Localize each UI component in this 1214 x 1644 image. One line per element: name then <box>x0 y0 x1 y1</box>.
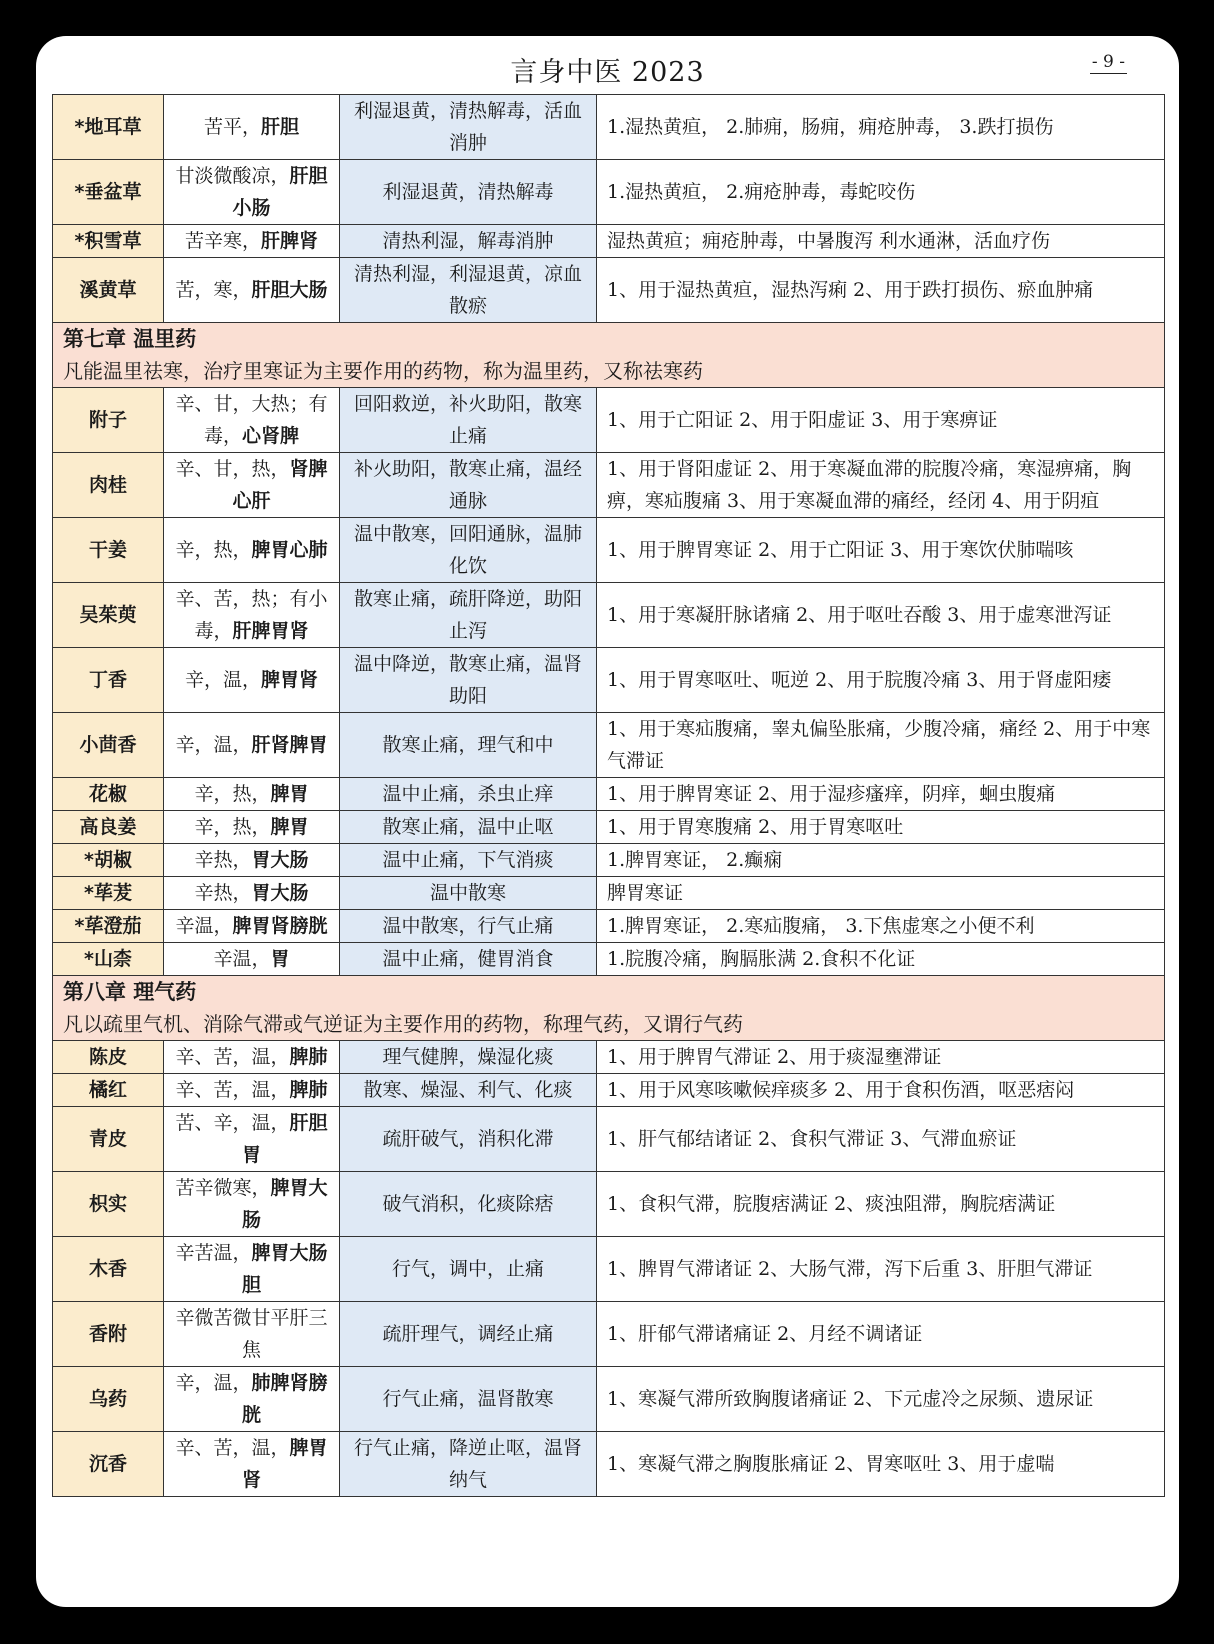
herb-effect: 温中散寒，回阳通脉，温肺化饮 <box>340 518 597 583</box>
herb-effect: 散寒止痛，温中止呕 <box>340 811 597 844</box>
herb-name: 花椒 <box>53 778 164 811</box>
table-row <box>53 1237 1165 1302</box>
property-text: 辛、苦，温， <box>175 1079 290 1101</box>
meridian-text: 脾胃大肠 <box>241 1177 328 1231</box>
meridian-text: 肺脾肾膀胱 <box>241 1372 328 1426</box>
herb-usage: 1、用于寒疝腹痛，睾丸偏坠胀痛，少腹冷痛，痛经 2、用于中寒气滞证 <box>597 713 1165 778</box>
herb-property <box>164 388 340 453</box>
herb-table <box>52 94 1165 1497</box>
property-text: 辛、苦，温， <box>175 1046 290 1068</box>
property-text: 辛，温， <box>175 1372 252 1394</box>
herb-effect: 理气健脾，燥湿化痰 <box>340 1041 597 1074</box>
herb-usage: 1、用于胃寒腹痛 2、用于胃寒呕吐 <box>597 811 1165 844</box>
herb-name: 橘红 <box>53 1074 164 1107</box>
herb-usage: 1、用于胃寒呕吐、呃逆 2、用于脘腹冷痛 3、用于肾虚阳痿 <box>597 648 1165 713</box>
property-text: 辛、甘，大热；有毒， <box>175 393 328 447</box>
herb-name: 小茴香 <box>53 713 164 778</box>
property-text: 辛，热， <box>194 816 271 838</box>
property-text: 辛，温， <box>184 669 261 691</box>
herb-effect: 散寒止痛，疏肝降逆，助阳止泻 <box>340 583 597 648</box>
property-text: 甘淡微酸凉， <box>175 165 290 187</box>
chapter-cell <box>53 323 1165 388</box>
herb-name: *积雪草 <box>53 225 164 258</box>
herb-name: *地耳草 <box>53 95 164 160</box>
chapter-cell <box>53 976 1165 1041</box>
herb-usage: 1.脾胃寒证， 2.寒疝腹痛， 3.下焦虚寒之小便不利 <box>597 910 1165 943</box>
chapter-row <box>53 323 1165 388</box>
table-row <box>53 160 1165 225</box>
herb-effect: 温中散寒，行气止痛 <box>340 910 597 943</box>
herb-effect: 清热利湿，解毒消肿 <box>340 225 597 258</box>
property-text: 辛温， <box>213 948 271 970</box>
table-row <box>53 943 1165 976</box>
property-text: 辛、甘，热， <box>175 458 290 480</box>
herb-name: 溪黄草 <box>53 258 164 323</box>
property-text: 辛、苦，热；有小毒， <box>175 588 328 642</box>
meridian-text: 肝脾肾 <box>261 230 319 252</box>
meridian-text: 脾胃心肺 <box>251 539 328 561</box>
table-row <box>53 910 1165 943</box>
table-row <box>53 1172 1165 1237</box>
herb-effect: 破气消积，化痰除痞 <box>340 1172 597 1237</box>
page-sheet <box>36 36 1179 1607</box>
herb-usage: 脾胃寒证 <box>597 877 1165 910</box>
meridian-text: 心肾脾 <box>242 425 300 447</box>
herb-name: *荜澄茄 <box>53 910 164 943</box>
herb-effect: 行气止痛，降逆止呕，温肾纳气 <box>340 1432 597 1497</box>
meridian-text: 脾肺 <box>289 1046 328 1068</box>
herb-effect: 疏肝理气，调经止痛 <box>340 1302 597 1367</box>
herb-name: 肉桂 <box>53 453 164 518</box>
herb-effect: 利湿退黄，清热解毒，活血消肿 <box>340 95 597 160</box>
chapter-title: 第七章 温里药 <box>63 327 197 351</box>
meridian-text: 脾胃 <box>270 816 309 838</box>
herb-effect: 温中止痛，杀虫止痒 <box>340 778 597 811</box>
herb-effect: 散寒、燥湿、利气、化痰 <box>340 1074 597 1107</box>
herb-usage: 1.脘腹冷痛，胸膈胀满 2.食积不化证 <box>597 943 1165 976</box>
herb-usage: 1、用于湿热黄疸，湿热泻痢 2、用于跌打损伤、瘀血肿痛 <box>597 258 1165 323</box>
herb-property <box>164 648 340 713</box>
meridian-text: 脾胃大肠胆 <box>241 1242 328 1296</box>
herb-property <box>164 943 340 976</box>
herb-effect: 温中降逆，散寒止痛，温肾助阳 <box>340 648 597 713</box>
herb-usage: 湿热黄疸；痈疮肿毒，中暑腹泻 利水通淋，活血疗伤 <box>597 225 1165 258</box>
property-text: 辛，热， <box>194 783 271 805</box>
chapter-description: 凡能温里祛寒，治疗里寒证为主要作用的药物，称为温里药，又称祛寒药 <box>63 359 703 383</box>
meridian-text: 胃大肠 <box>251 849 309 871</box>
meridian-text: 脾胃肾 <box>241 1437 328 1491</box>
meridian-text: 肝脾胃肾 <box>232 620 309 642</box>
herb-property <box>164 877 340 910</box>
meridian-text: 脾肺 <box>289 1079 328 1101</box>
table-row <box>53 225 1165 258</box>
table-row <box>53 1302 1165 1367</box>
herb-usage: 1、用于脾胃气滞证 2、用于痰湿壅滞证 <box>597 1041 1165 1074</box>
herb-usage: 1、用于肾阳虚证 2、用于寒凝血滞的脘腹冷痛，寒湿痹痛，胸痹，寒疝腹痛 3、用于寒凝血滞的痛经，经闭 4、用于阴疽 <box>597 453 1165 518</box>
herb-property <box>164 258 340 323</box>
herb-usage: 1、食积气滞，脘腹痞满证 2、痰浊阻滞，胸脘痞满证 <box>597 1172 1165 1237</box>
herb-effect: 回阳救逆，补火助阳，散寒止痛 <box>340 388 597 453</box>
herb-effect: 行气，调中，止痛 <box>340 1237 597 1302</box>
meridian-text: 胃大肠 <box>251 882 309 904</box>
herb-name: *垂盆草 <box>53 160 164 225</box>
property-text: 苦辛寒， <box>184 230 261 252</box>
herb-usage: 1、肝气郁结诸证 2、食积气滞证 3、气滞血瘀证 <box>597 1107 1165 1172</box>
herb-name: 陈皮 <box>53 1041 164 1074</box>
meridian-text: 脾胃 <box>270 783 309 805</box>
herb-property <box>164 225 340 258</box>
herb-name: 吴茱萸 <box>53 583 164 648</box>
meridian-text: 肝胆小肠 <box>232 165 328 219</box>
table-row <box>53 1367 1165 1432</box>
herb-usage: 1、寒凝气滞之胸腹胀痛证 2、胃寒呕吐 3、用于虚喘 <box>597 1432 1165 1497</box>
page-header <box>36 36 1179 92</box>
table-row <box>53 1074 1165 1107</box>
meridian-text: 胃 <box>270 948 290 970</box>
herb-table-wrapper <box>52 94 1164 1497</box>
property-text: 辛热， <box>194 882 252 904</box>
property-text: 辛温， <box>175 915 233 937</box>
herb-property <box>164 1041 340 1074</box>
herb-name: 木香 <box>53 1237 164 1302</box>
table-row <box>53 1432 1165 1497</box>
page-title: 言身中医 2023 <box>510 57 705 88</box>
table-row <box>53 811 1165 844</box>
page-number: - 9 - <box>1091 52 1125 72</box>
herb-effect: 补火助阳，散寒止痛，温经通脉 <box>340 453 597 518</box>
property-text: 辛微苦微甘平肝三焦 <box>175 1307 328 1361</box>
herb-name: 青皮 <box>53 1107 164 1172</box>
herb-name: 枳实 <box>53 1172 164 1237</box>
herb-usage: 1、肝郁气滞诸痛证 2、月经不调诸证 <box>597 1302 1165 1367</box>
herb-effect: 温中止痛，健胃消食 <box>340 943 597 976</box>
chapter-description: 凡以疏里气机、消除气滞或气逆证为主要作用的药物，称理气药，又谓行气药 <box>63 1012 743 1036</box>
herb-property <box>164 1302 340 1367</box>
herb-name: 沉香 <box>53 1432 164 1497</box>
herb-name: 高良姜 <box>53 811 164 844</box>
chapter-row <box>53 976 1165 1041</box>
herb-property <box>164 1074 340 1107</box>
property-text: 辛热， <box>194 849 252 871</box>
meridian-text: 脾胃肾膀胱 <box>232 915 328 937</box>
property-text: 辛苦温， <box>175 1242 252 1264</box>
herb-usage: 1.湿热黄疸， 2.痈疮肿毒，毒蛇咬伤 <box>597 160 1165 225</box>
property-text: 苦，寒， <box>175 279 252 301</box>
herb-usage: 1、用于脾胃寒证 2、用于湿疹瘙痒，阴痒，蛔虫腹痛 <box>597 778 1165 811</box>
herb-effect: 清热利湿，利湿退黄，凉血散瘀 <box>340 258 597 323</box>
herb-name: *胡椒 <box>53 844 164 877</box>
meridian-text: 肝胆 <box>261 116 300 138</box>
herb-property <box>164 95 340 160</box>
herb-property <box>164 1432 340 1497</box>
property-text: 辛，热， <box>175 539 252 561</box>
herb-usage: 1、用于风寒咳嗽候痒痰多 2、用于食积伤酒，呕恶痞闷 <box>597 1074 1165 1107</box>
herb-usage: 1.湿热黄疸， 2.肺痈，肠痈，痈疮肿毒， 3.跌打损伤 <box>597 95 1165 160</box>
table-row <box>53 518 1165 583</box>
herb-name: 丁香 <box>53 648 164 713</box>
table-row <box>53 583 1165 648</box>
herb-property <box>164 518 340 583</box>
property-text: 苦、辛，温， <box>175 1112 290 1134</box>
herb-property <box>164 453 340 518</box>
herb-effect: 行气止痛，温肾散寒 <box>340 1367 597 1432</box>
herb-property <box>164 1107 340 1172</box>
herb-property <box>164 583 340 648</box>
herb-effect: 温中散寒 <box>340 877 597 910</box>
herb-name: *荜茇 <box>53 877 164 910</box>
herb-name: 干姜 <box>53 518 164 583</box>
property-text: 辛、苦，温， <box>175 1437 290 1459</box>
property-text: 苦辛微寒， <box>175 1177 271 1199</box>
herb-effect: 散寒止痛，理气和中 <box>340 713 597 778</box>
herb-name: 乌药 <box>53 1367 164 1432</box>
table-row <box>53 844 1165 877</box>
herb-usage: 1、用于寒凝肝脉诸痛 2、用于呕吐吞酸 3、用于虚寒泄泻证 <box>597 583 1165 648</box>
table-row <box>53 877 1165 910</box>
herb-usage: 1、用于脾胃寒证 2、用于亡阳证 3、用于寒饮伏肺喘咳 <box>597 518 1165 583</box>
herb-property <box>164 1237 340 1302</box>
herb-property <box>164 1367 340 1432</box>
herb-property <box>164 778 340 811</box>
meridian-text: 肝肾脾胃 <box>251 734 328 756</box>
table-row <box>53 95 1165 160</box>
herb-usage: 1、寒凝气滞所致胸腹诸痛证 2、下元虚冷之尿频、遗尿证 <box>597 1367 1165 1432</box>
herb-usage: 1、用于亡阳证 2、用于阳虚证 3、用于寒痹证 <box>597 388 1165 453</box>
table-row <box>53 778 1165 811</box>
herb-property <box>164 713 340 778</box>
herb-effect: 疏肝破气，消积化滞 <box>340 1107 597 1172</box>
meridian-text: 肾脾心肝 <box>232 458 328 512</box>
herb-name: *山柰 <box>53 943 164 976</box>
herb-effect: 利湿退黄，清热解毒 <box>340 160 597 225</box>
table-row <box>53 1041 1165 1074</box>
herb-property <box>164 844 340 877</box>
herb-name: 附子 <box>53 388 164 453</box>
herb-property <box>164 811 340 844</box>
meridian-text: 肝胆胃 <box>241 1112 328 1166</box>
herb-property <box>164 160 340 225</box>
table-row <box>53 1107 1165 1172</box>
herb-property <box>164 910 340 943</box>
table-row <box>53 713 1165 778</box>
herb-property <box>164 1172 340 1237</box>
table-row <box>53 388 1165 453</box>
herb-name: 香附 <box>53 1302 164 1367</box>
property-text: 辛，温， <box>175 734 252 756</box>
meridian-text: 肝胆大肠 <box>251 279 328 301</box>
herb-usage: 1、脾胃气滞诸证 2、大肠气滞，泻下后重 3、肝胆气滞证 <box>597 1237 1165 1302</box>
table-row <box>53 453 1165 518</box>
table-row <box>53 648 1165 713</box>
herb-effect: 温中止痛，下气消痰 <box>340 844 597 877</box>
herb-usage: 1.脾胃寒证， 2.癫痫 <box>597 844 1165 877</box>
meridian-text: 脾胃肾 <box>261 669 319 691</box>
table-row <box>53 258 1165 323</box>
property-text: 苦平， <box>203 116 261 138</box>
chapter-title: 第八章 理气药 <box>63 980 197 1004</box>
